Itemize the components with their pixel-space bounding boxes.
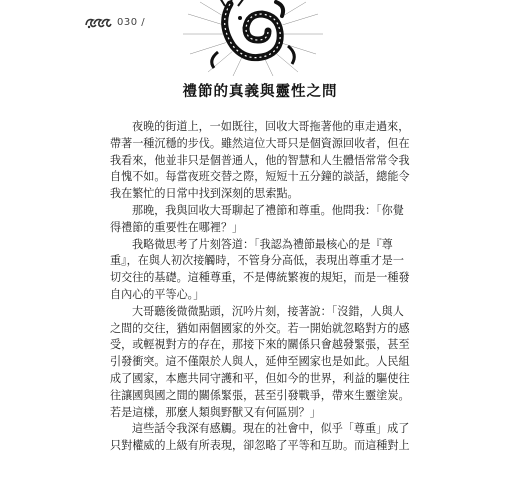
paragraph [110, 237, 410, 304]
text-line: 這些話令我深有感觸。現在的社會中，似乎「尊重」成了 [132, 422, 410, 436]
text-line: 成了國家，本應共同守護和平，但如今的世界，利益的驅使往 [110, 371, 410, 385]
text-line: 我略微思考了片刻答道：「我認為禮節最核心的是『尊 [132, 237, 393, 251]
text-line: 我在繁忙的日常中找到深刻的思索點。 [110, 187, 299, 201]
page-number: 030 / [117, 17, 146, 28]
body-text [110, 119, 410, 455]
text-line: 引發衝突。這不僅限於人與人，延伸至國家也是如此。人民組 [110, 355, 410, 369]
text-line: 只對權威的上級有所表現，卻忽略了平等和互助。而這種對上 [110, 439, 410, 453]
text-line: 若是這樣，那麼人類與野獸又有何區別？」 [110, 405, 321, 419]
text-line: 自愧不如。每當夜班交替之際，短短十五分鐘的談話，總能令 [110, 170, 410, 184]
text-line: 大哥聽後微微點頭，沉吟片刻，接著說：「沒錯，人與人 [132, 304, 404, 318]
text-line: 重』，在與人初次接觸時，不管身分高低，表現出尊重才是一 [110, 254, 404, 268]
chapter-title: 禮節的真義與靈性之問 [182, 84, 338, 100]
text-line: 切交往的基礎。這種尊重，不是傳統繁複的規矩，而是一種發 [110, 271, 410, 285]
text-line: 自內心的平等心。」 [110, 287, 205, 301]
text-line: 夜晚的街道上，一如既往，回收大哥拖著他的車走過來， [132, 120, 410, 133]
text-line: 之間的交往，猶如兩個國家的外交。若一開始就忽略對方的感 [110, 321, 410, 335]
text-line: 那晚，我與回收大哥聊起了禮節和尊重。他問我：「你覺 [132, 203, 404, 217]
dragon-emblem-icon [178, 0, 328, 76]
ornamental-logo-icon [84, 16, 112, 30]
text-line: 受，或輕視對方的存在，那接下來的關係只會越發緊張，甚至 [110, 338, 410, 352]
text-line: 往讓國與國之間的關係緊張，甚至引發戰爭，帶來生靈塗炭。 [110, 388, 410, 402]
paragraph [110, 304, 410, 422]
paragraph [110, 119, 410, 203]
paragraph [110, 203, 404, 237]
text-line: 帶著一種沉穩的步伐。雖然這位大哥只是個資源回收者，但在 [110, 136, 410, 150]
text-line: 得禮節的重要性在哪裡？」 [110, 220, 244, 234]
paragraph [110, 421, 410, 455]
text-line: 我看來，他並非只是個普通人，他的智慧和人生體悟常常令我 [110, 153, 410, 167]
